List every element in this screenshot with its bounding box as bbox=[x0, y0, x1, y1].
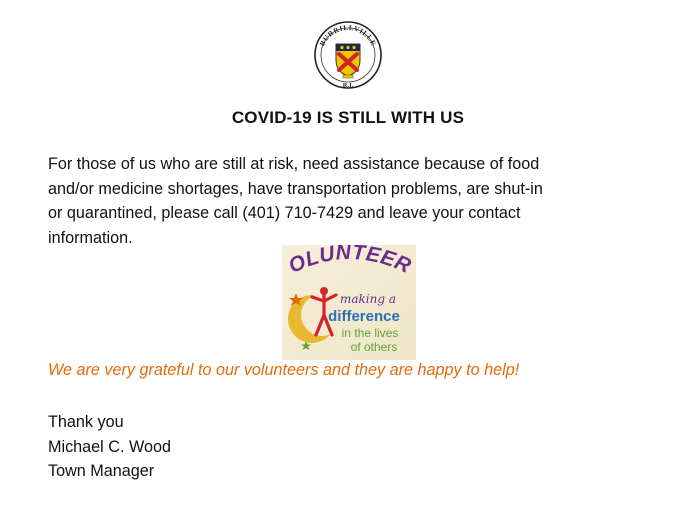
logo-heading: OLUNTEER bbox=[285, 245, 415, 279]
intro-paragraph bbox=[48, 152, 648, 250]
paragraph-line: or quarantined, please call (401) 710-7429 and leave your contact bbox=[48, 204, 521, 222]
signer-role: Town Manager bbox=[48, 462, 155, 480]
signature-block bbox=[48, 410, 171, 484]
volunteers-logo-icon bbox=[282, 245, 416, 360]
logo-line-2: difference bbox=[328, 308, 400, 325]
logo-line-3: in the lives bbox=[341, 326, 399, 340]
seal-bottom-text: R.I. bbox=[342, 82, 354, 89]
page-title: COVID-19 IS STILL WITH US bbox=[231, 108, 465, 127]
closing: Thank you bbox=[48, 413, 124, 431]
grateful-message: We are very grateful to our volunteers and they are happy to help! bbox=[48, 361, 520, 379]
town-seal-icon bbox=[313, 18, 383, 92]
seal-arc-text: BURRILLVILLE bbox=[318, 23, 378, 48]
signer-name: Michael C. Wood bbox=[48, 437, 171, 456]
paragraph-line: For those of us who are still at risk, need assistance because of food bbox=[48, 155, 540, 173]
paragraph-line: and/or medicine shortages, have transportation problems, are shut-in bbox=[48, 179, 543, 198]
logo-line-4: of others bbox=[350, 340, 398, 354]
logo-line-1: making a bbox=[339, 292, 397, 306]
paragraph-line: information. bbox=[48, 228, 133, 247]
